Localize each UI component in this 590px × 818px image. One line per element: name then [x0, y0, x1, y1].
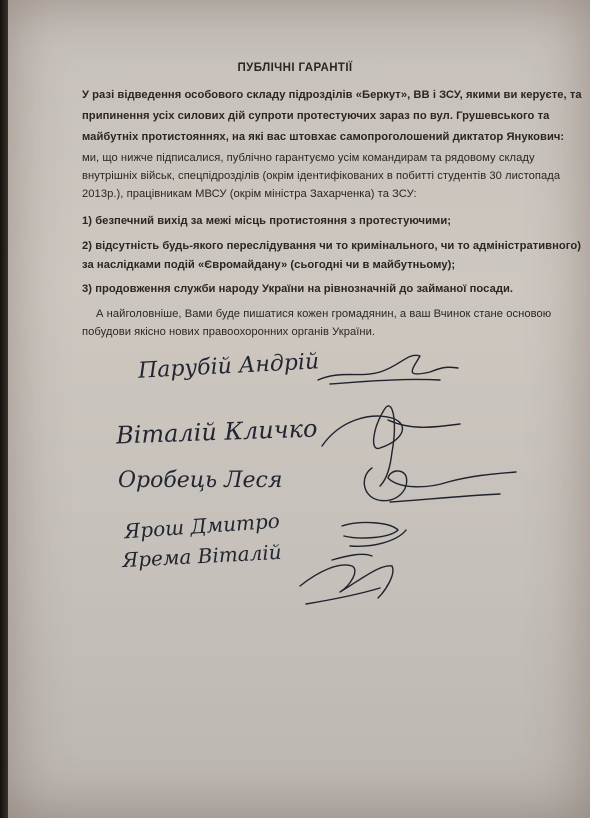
guarantee-point-1: 1) безпечний вихід за межі місць протистояння з протестуючими; — [82, 215, 452, 227]
body-line-2: внутрішніх військ, спецпідрозділів (окрім ідентифікованих в побитті студентів 30 листопада — [82, 170, 561, 182]
intro-line-3: майбутніх протистояннях, на які вас штовхає самопроголошений диктатор Янукович: — [82, 131, 565, 143]
handwritten-name-1: Парубій Андрій — [137, 349, 320, 384]
signature-5 — [300, 554, 393, 604]
handwritten-name-3: Оробець Леся — [118, 468, 283, 493]
handwritten-name-2: Віталій Кличко — [115, 414, 318, 450]
handwritten-name-4: Ярош Дмитро — [123, 508, 281, 544]
body-line-1: ми, що нижче підписалися, публічно гарантуємо усім командирам та рядовому складу — [82, 152, 535, 164]
closing-line-2: побудови якісно нових правоохоронних органів України. — [82, 326, 376, 338]
intro-line-1: У разі відведення особового складу підрозділів «Беркут», ВВ і ЗСУ, якими ви керуєте, та — [82, 89, 582, 101]
closing-line-1: А найголовніше, Вами буде пишатися кожен громадянин, а ваш Вчинок стане основою — [96, 308, 552, 320]
signature-4 — [342, 523, 406, 547]
document-title: ПУБЛІЧНІ ГАРАНТІЇ — [237, 62, 353, 74]
guarantee-point-2-line-1: 2) відсутність будь-якого переслідування чи то кримінального, чи то адміністративного) — [82, 240, 582, 252]
handwritten-name-5: Ярема Віталій — [121, 539, 283, 573]
guarantee-point-2-line-2: за наслідками подій «Євромайдану» (сьогодні чи в майбутньому); — [82, 259, 456, 271]
signature-1 — [318, 355, 458, 384]
intro-line-2: припинення усіх силових дій супроти протестуючих зараз по вул. Грушевського та — [82, 110, 550, 122]
guarantee-point-3: 3) продовження служби народу України на рівнозначній до займаної посади. — [82, 283, 514, 295]
body-line-3: 2013р.), працівникам МВСУ (окрім міністра Захарченка) та ЗСУ: — [82, 188, 417, 200]
